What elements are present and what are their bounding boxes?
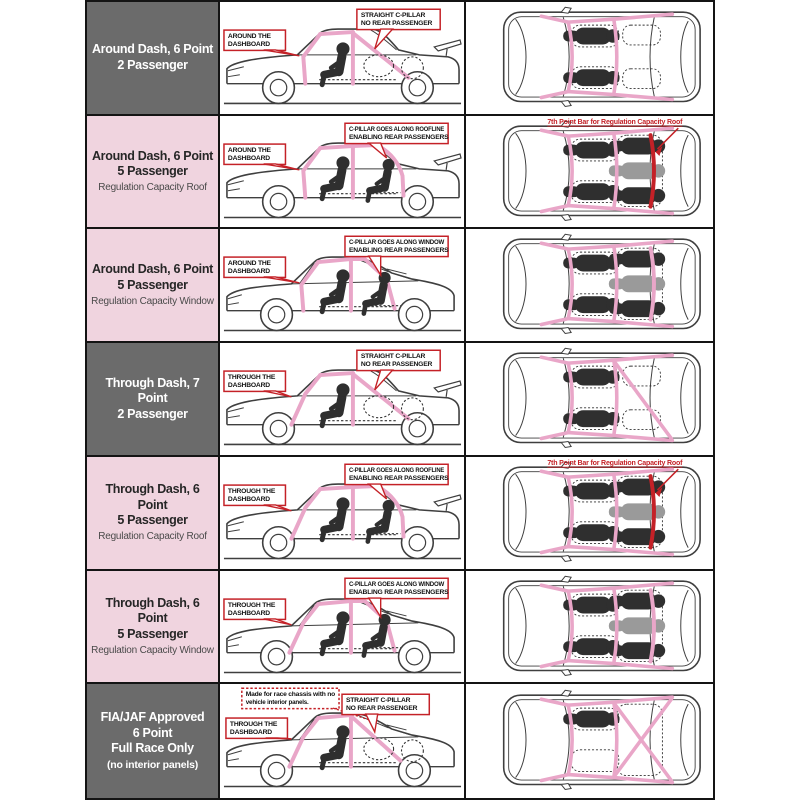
svg-text:Made for race chassis with no: Made for race chassis with no bbox=[245, 691, 336, 699]
row-label-cell bbox=[87, 229, 220, 341]
svg-text:NO REAR PASSENGER: NO REAR PASSENGER bbox=[345, 705, 418, 713]
row-label-line: Around Dash, 6 Point bbox=[91, 148, 214, 163]
svg-text:DASHBOARD: DASHBOARD bbox=[227, 609, 270, 617]
top-view-diagram bbox=[466, 571, 713, 683]
svg-text:NO REAR PASSENGER: NO REAR PASSENGER bbox=[360, 361, 433, 369]
side-view-diagram bbox=[220, 457, 464, 569]
top-view-cell bbox=[466, 229, 713, 341]
top-view-diagram bbox=[466, 684, 713, 798]
top-view-cell bbox=[466, 457, 713, 569]
config-row bbox=[87, 571, 713, 685]
row-label-line: 6 Point bbox=[132, 725, 173, 740]
row-label-cell bbox=[87, 116, 220, 228]
svg-text:DASHBOARD: DASHBOARD bbox=[227, 40, 270, 48]
svg-text:7th Point Bar for Regulation C: 7th Point Bar for Regulation Capacity Roof bbox=[547, 117, 684, 126]
row-label-line: 5 Passenger bbox=[117, 626, 188, 641]
row-label-cell bbox=[87, 571, 220, 683]
side-view-diagram bbox=[220, 343, 464, 455]
side-view-cell bbox=[220, 571, 466, 683]
side-view-diagram bbox=[220, 116, 464, 228]
svg-text:NO REAR PASSENGER: NO REAR PASSENGER bbox=[360, 20, 433, 28]
top-view-cell bbox=[466, 116, 713, 228]
row-label-line: 5 Passenger bbox=[117, 278, 188, 293]
row-label-line: Through Dash, 7 Point bbox=[105, 375, 200, 406]
row-label-subline: Regulation Capacity Window bbox=[91, 644, 214, 656]
svg-text:DASHBOARD: DASHBOARD bbox=[227, 154, 270, 162]
svg-text:AROUND THE: AROUND THE bbox=[227, 33, 271, 41]
side-view-diagram bbox=[220, 2, 464, 114]
row-label-line: Around Dash, 6 Point bbox=[91, 262, 214, 277]
config-row bbox=[87, 2, 713, 116]
side-view-diagram bbox=[220, 571, 464, 683]
side-view-cell bbox=[220, 457, 466, 569]
svg-text:STRAIGHT C-PILLAR: STRAIGHT C-PILLAR bbox=[360, 353, 426, 361]
top-view-cell bbox=[466, 343, 713, 455]
row-label-line: 2 Passenger bbox=[117, 57, 188, 72]
row-label bbox=[92, 149, 213, 195]
row-label-line: Around Dash, 6 Point bbox=[91, 42, 214, 57]
top-view-cell bbox=[466, 571, 713, 683]
svg-text:STRAIGHT C-PILLAR: STRAIGHT C-PILLAR bbox=[345, 697, 411, 705]
svg-text:DASHBOARD: DASHBOARD bbox=[227, 268, 270, 276]
svg-text:DASHBOARD: DASHBOARD bbox=[227, 495, 270, 503]
row-label bbox=[101, 710, 205, 772]
svg-text:ENABLING REAR PASSENGERS: ENABLING REAR PASSENGERS bbox=[348, 247, 449, 255]
row-label-line: FIA/JAF Approved bbox=[100, 710, 205, 725]
row-label bbox=[92, 42, 213, 73]
top-view-diagram bbox=[466, 457, 713, 569]
side-view-cell bbox=[220, 116, 466, 228]
svg-text:7th Point Bar for Regulation C: 7th Point Bar for Regulation Capacity Roof bbox=[547, 459, 684, 468]
top-view-diagram bbox=[466, 343, 713, 455]
svg-text:THROUGH THE: THROUGH THE bbox=[227, 601, 276, 609]
side-view-diagram bbox=[220, 229, 464, 341]
row-label bbox=[89, 376, 216, 423]
row-label-subline: (no interior panels) bbox=[106, 758, 199, 771]
svg-text:vehicle interior panels.: vehicle interior panels. bbox=[245, 699, 309, 707]
row-label-cell bbox=[87, 2, 220, 114]
top-view-diagram bbox=[466, 229, 713, 341]
row-label bbox=[89, 482, 216, 543]
row-label-subline: Regulation Capacity Roof bbox=[98, 181, 207, 193]
row-label-line: 5 Passenger bbox=[117, 513, 188, 528]
config-row bbox=[87, 457, 713, 571]
svg-text:STRAIGHT C-PILLAR: STRAIGHT C-PILLAR bbox=[360, 12, 426, 20]
row-label-line: Through Dash, 6 Point bbox=[105, 595, 200, 626]
svg-text:AROUND THE: AROUND THE bbox=[227, 146, 271, 154]
row-label-line: 5 Passenger bbox=[117, 164, 188, 179]
svg-text:ENABLING REAR PASSENGERS: ENABLING REAR PASSENGERS bbox=[348, 588, 449, 596]
config-row bbox=[87, 684, 713, 798]
row-label bbox=[91, 262, 214, 308]
top-view-diagram bbox=[466, 116, 713, 228]
svg-text:DASHBOARD: DASHBOARD bbox=[227, 382, 270, 390]
svg-text:ENABLING REAR PASSENGERS: ENABLING REAR PASSENGERS bbox=[348, 133, 449, 141]
top-view-cell bbox=[466, 2, 713, 114]
side-view-cell bbox=[220, 684, 466, 798]
svg-text:THROUGH THE: THROUGH THE bbox=[227, 374, 276, 382]
svg-text:C-PILLAR GOES ALONG WINDOW: C-PILLAR GOES ALONG WINDOW bbox=[348, 239, 445, 247]
row-label-cell bbox=[87, 457, 220, 569]
row-label-line: 2 Passenger bbox=[117, 406, 188, 421]
top-view-diagram bbox=[466, 2, 713, 114]
svg-text:C-PILLAR GOES ALONG ROOFLINE: C-PILLAR GOES ALONG ROOFLINE bbox=[348, 125, 445, 133]
row-label-subline: Regulation Capacity Window bbox=[91, 295, 214, 307]
svg-text:THROUGH THE: THROUGH THE bbox=[229, 721, 278, 729]
config-row bbox=[87, 116, 713, 230]
top-view-cell bbox=[466, 684, 713, 798]
chart-table bbox=[85, 0, 715, 800]
side-view-cell bbox=[220, 2, 466, 114]
config-row bbox=[87, 229, 713, 343]
svg-text:ENABLING REAR PASSENGERS: ENABLING REAR PASSENGERS bbox=[348, 474, 449, 482]
svg-text:C-PILLAR GOES ALONG WINDOW: C-PILLAR GOES ALONG WINDOW bbox=[348, 580, 445, 588]
row-label-subline: Regulation Capacity Roof bbox=[98, 530, 207, 542]
svg-text:THROUGH THE: THROUGH THE bbox=[227, 487, 276, 495]
row-label-line: Through Dash, 6 Point bbox=[105, 482, 200, 512]
svg-text:C-PILLAR GOES ALONG ROOFLINE: C-PILLAR GOES ALONG ROOFLINE bbox=[348, 467, 445, 475]
row-label-line: Full Race Only bbox=[111, 741, 194, 756]
svg-text:DASHBOARD: DASHBOARD bbox=[229, 729, 272, 737]
side-view-cell bbox=[220, 229, 466, 341]
config-row bbox=[87, 343, 713, 457]
row-label bbox=[89, 596, 216, 657]
side-view-diagram bbox=[220, 684, 464, 798]
svg-text:AROUND THE: AROUND THE bbox=[227, 260, 271, 268]
side-view-cell bbox=[220, 343, 466, 455]
row-label-cell bbox=[87, 343, 220, 455]
row-label-cell bbox=[87, 684, 220, 798]
